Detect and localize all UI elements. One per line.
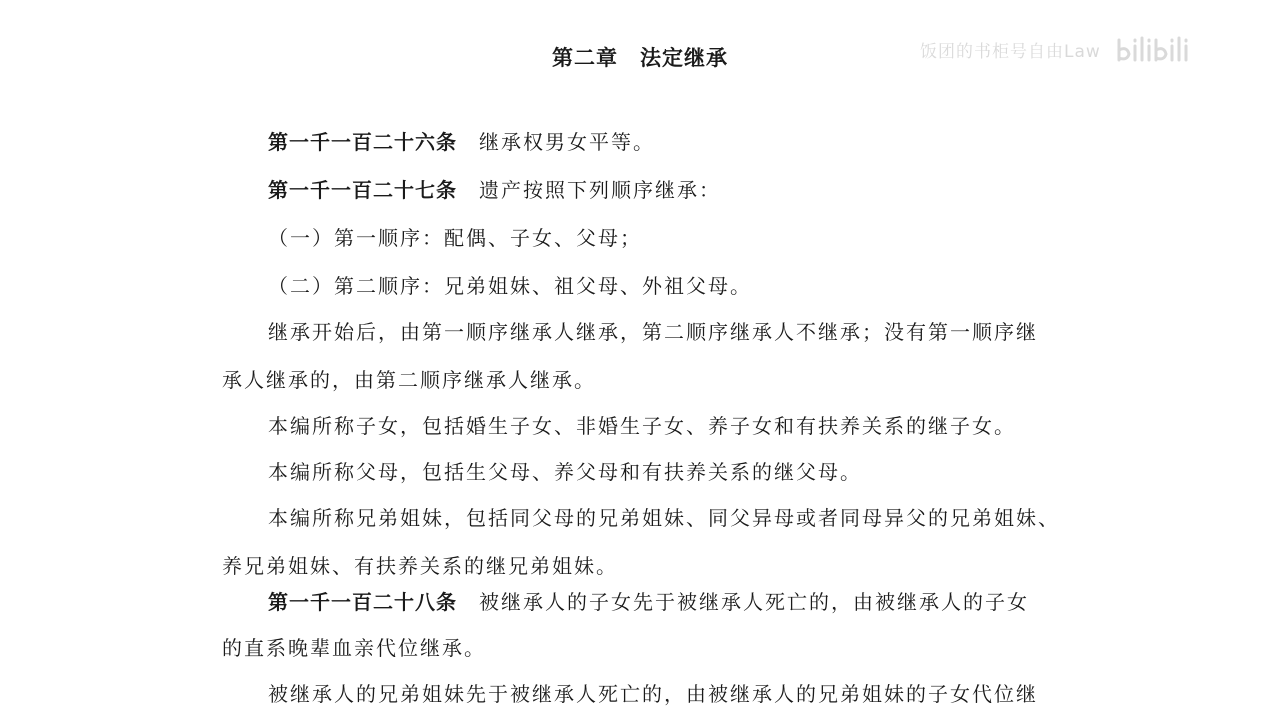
- paragraph-line: 被继承人的兄弟姐妹先于被继承人死亡的，由被继承人的兄弟姐妹的子女代位继: [268, 682, 1038, 706]
- list-item: （二）第二顺序：兄弟姐妹、祖父母、外祖父母。: [268, 274, 752, 298]
- paragraph-continuation: 的直系晚辈血亲代位继承。: [222, 636, 486, 660]
- paragraph-continuation: 养兄弟姐妹、有扶养关系的继兄弟姐妹。: [222, 554, 618, 578]
- bilibili-logo-icon: [1115, 34, 1201, 64]
- paragraph-line: 本编所称兄弟姐妹，包括同父母的兄弟姐妹、同父异母或者同母异父的兄弟姐妹、: [268, 506, 1060, 530]
- list-item: （一）第一顺序：配偶、子女、父母；: [268, 226, 642, 250]
- paragraph-line: 继承开始后，由第一顺序继承人继承，第二顺序继承人不继承；没有第一顺序继: [268, 320, 1038, 344]
- watermark: [920, 34, 1201, 64]
- chapter-name: 法定继承: [640, 46, 728, 70]
- article-line: [222, 174, 721, 203]
- paragraph-continuation: 承人继承的，由第二顺序继承人继承。: [222, 368, 596, 392]
- watermark-text: 饭团的书柜号自由Law: [920, 41, 1101, 62]
- article-line: [222, 586, 1029, 615]
- article-number: 第一千一百二十八条: [268, 590, 457, 614]
- article-number: 第一千一百二十七条: [268, 178, 457, 202]
- article-text: 继承权男女平等。: [479, 130, 655, 154]
- article-text: 被继承人的子女先于被继承人死亡的，由被继承人的子女: [479, 590, 1029, 614]
- article-line: [222, 126, 655, 155]
- article-number: 第一千一百二十六条: [268, 130, 457, 154]
- paragraph-line: 本编所称子女，包括婚生子女、非婚生子女、养子女和有扶养关系的继子女。: [268, 414, 1016, 438]
- article-text: 遗产按照下列顺序继承：: [479, 178, 721, 202]
- paragraph-line: 本编所称父母，包括生父母、养父母和有扶养关系的继父母。: [268, 460, 862, 484]
- chapter-number: 第二章: [552, 46, 618, 70]
